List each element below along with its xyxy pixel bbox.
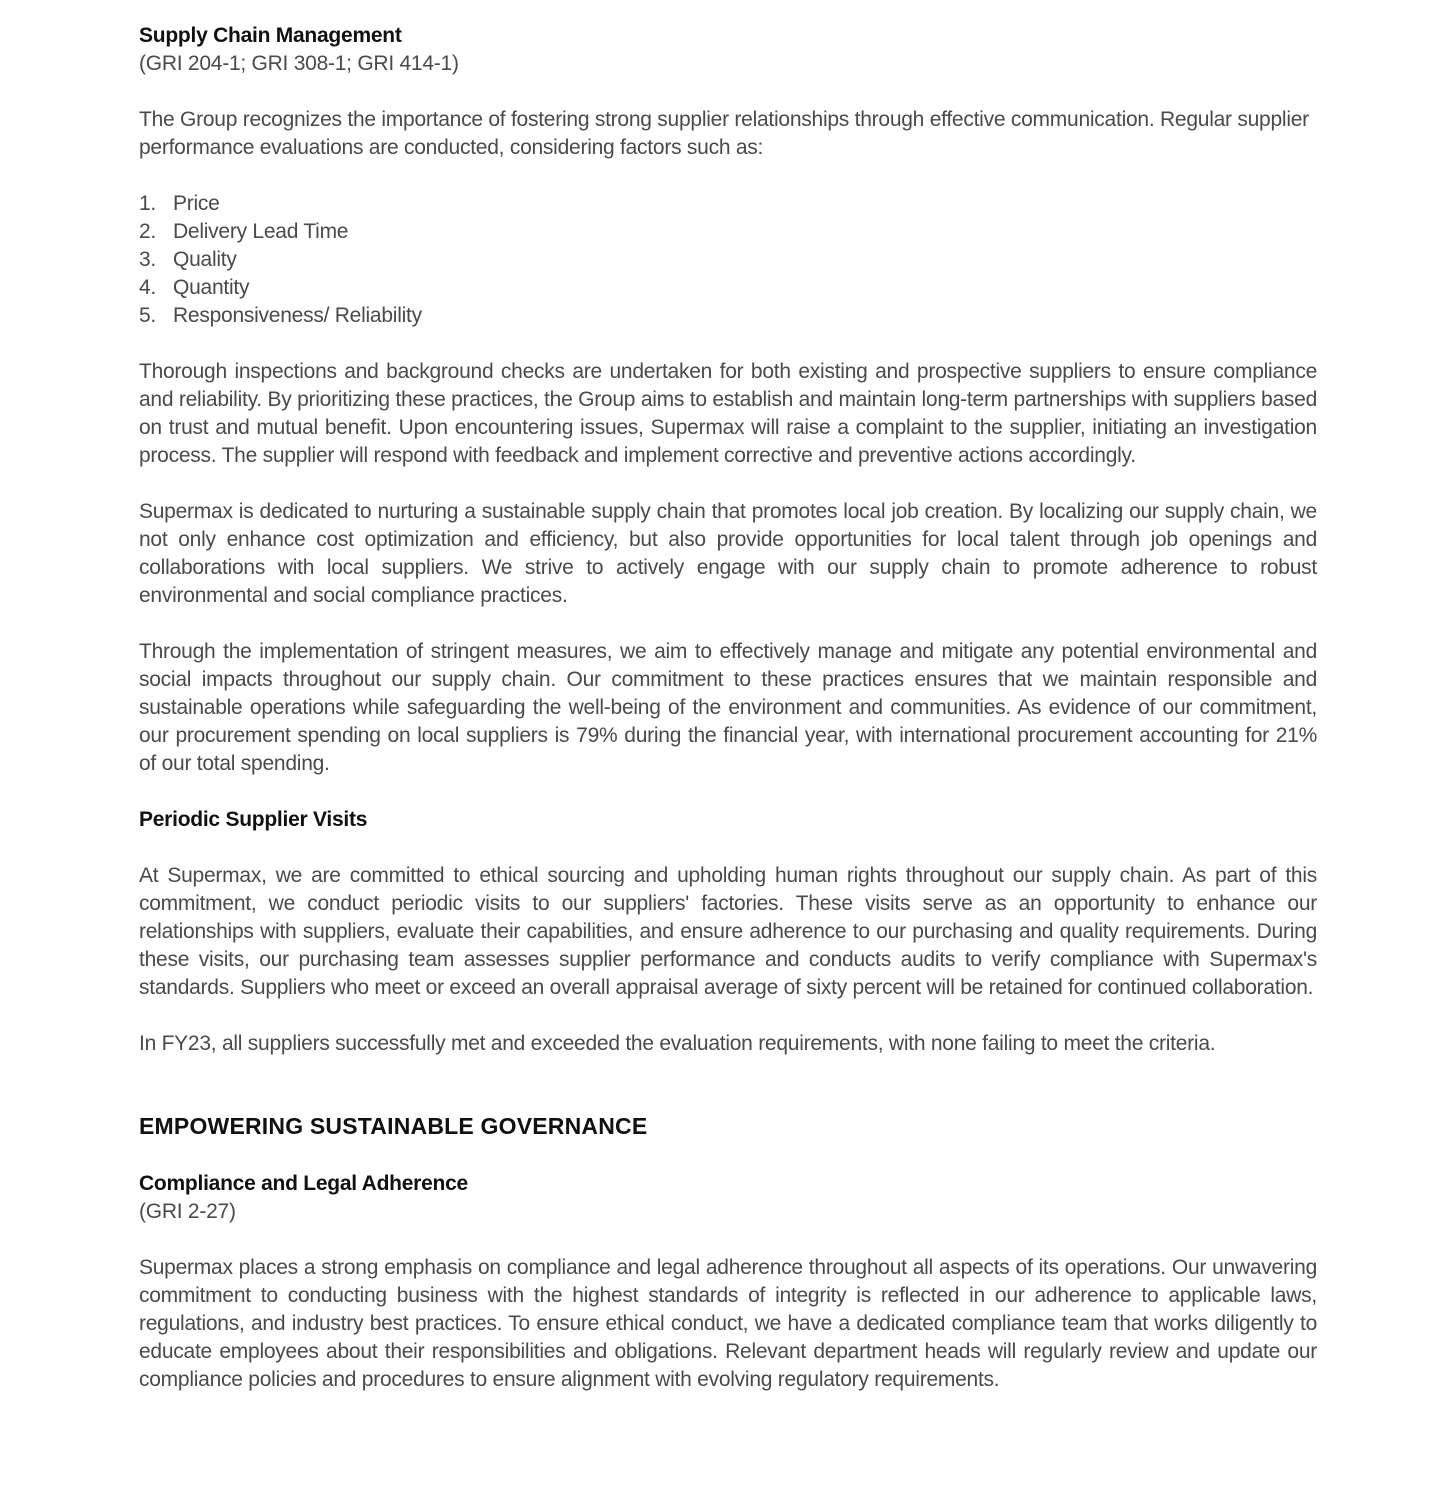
compliance-gri-reference: (GRI 2-27) bbox=[139, 1200, 236, 1223]
compliance-heading: Compliance and Legal Adherence bbox=[139, 1172, 468, 1195]
supplier-visits-paragraph: At Supermax, we are committed to ethical sourcing and upholding human rights throughout our supply chain. As part of this commitment, we conduct periodic visits to our suppliers' factories. These visits serve as an opportunity to enhance our relationships with suppliers, evaluate their capabilities, and ensure adherence to our purchasing and quality requirements. During these visits, our purchasing team assesses supplier performance and conducts audits to verify compliance with Supermax's standards. Suppliers who meet or exceed an overall appraisal average of sixty percent will be retained for continued collaboration. bbox=[139, 864, 1317, 999]
compliance-paragraph: Supermax places a strong emphasis on compliance and legal adherence throughout all aspects of its operations. Our unwavering commitment to conducting business with the highest standards of integrity is reflected in our adherence to applicable laws, regulations, and industry best practices. To ensure ethical conduct, we have a dedicated compliance team that works diligently to educate employees about their responsibilities and obligations. Relevant department heads will regularly review and update our compliance policies and procedures to ensure alignment with evolving regulatory requirements. bbox=[139, 1256, 1317, 1391]
measures-paragraph: Through the implementation of stringent measures, we aim to effectively manage and mitigate any potential environmental and social impacts throughout our supply chain. Our commitment to these practices ensures that we maintain responsible and sustainable operations while safeguarding the well-being of the environment and communities. As evidence of our commitment, our procurement spending on local suppliers is 79% during the financial year, with international procurement accounting for 21% of our total spending. bbox=[139, 640, 1317, 775]
list-item-label: Delivery Lead Time bbox=[173, 220, 349, 243]
list-item-label: Price bbox=[173, 192, 220, 215]
supply-chain-heading: Supply Chain Management bbox=[139, 24, 402, 47]
list-item bbox=[139, 302, 1317, 330]
local-supply-paragraph: Supermax is dedicated to nurturing a sustainable supply chain that promotes local job creation. By localizing our supply chain, we not only enhance cost optimization and efficiency, but also provide opportunities for local talent through job openings and collaborations with local suppliers. We strive to actively engage with our supply chain to promote adherence to robust environmental and social compliance practices. bbox=[139, 500, 1317, 607]
inspections-paragraph: Thorough inspections and background checks are undertaken for both existing and prospective suppliers to ensure compliance and reliability. By prioritizing these practices, the Group aims to establish and maintain long-term partnerships with suppliers based on trust and mutual benefit. Upon encountering issues, Supermax will raise a complaint to the supplier, initiating an investigation process. The supplier will respond with feedback and implement corrective and preventive actions accordingly. bbox=[139, 360, 1317, 467]
list-item bbox=[139, 218, 1317, 246]
list-item-number: 3. bbox=[139, 248, 157, 271]
list-item-number: 2. bbox=[139, 220, 157, 243]
document-page bbox=[139, 22, 1317, 1394]
supplier-visits-heading: Periodic Supplier Visits bbox=[139, 808, 368, 831]
supply-chain-gri-reference: (GRI 204-1; GRI 308-1; GRI 414-1) bbox=[139, 52, 459, 75]
list-item-number: 1. bbox=[139, 192, 157, 215]
list-item-label: Responsiveness/ Reliability bbox=[173, 304, 422, 327]
fy23-paragraph: In FY23, all suppliers successfully met and exceeded the evaluation requirements, with none failing to meet the criteria. bbox=[139, 1032, 1216, 1055]
list-item-number: 4. bbox=[139, 276, 157, 299]
list-item bbox=[139, 274, 1317, 302]
governance-section-heading: EMPOWERING SUSTAINABLE GOVERNANCE bbox=[139, 1113, 648, 1139]
list-item-label: Quantity bbox=[173, 276, 250, 299]
supply-chain-intro: The Group recognizes the importance of fostering strong supplier relationships through effective communication. Regular supplier performance evaluations are conducted, considering factors such as: bbox=[139, 108, 1309, 159]
list-item bbox=[139, 246, 1317, 274]
list-item bbox=[139, 190, 1317, 218]
list-item-number: 5. bbox=[139, 304, 157, 327]
evaluation-factors-list bbox=[139, 190, 1317, 330]
list-item-label: Quality bbox=[173, 248, 237, 271]
